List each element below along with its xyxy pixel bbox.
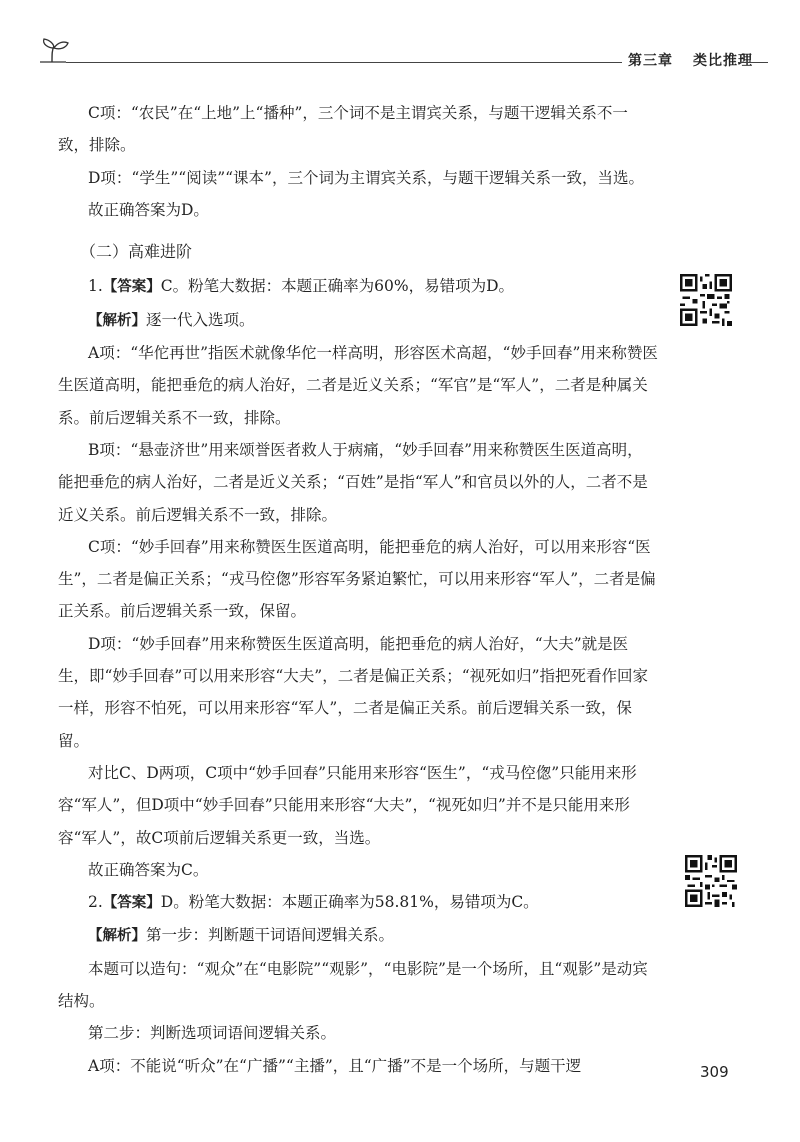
q1-number: 1.: [88, 277, 103, 296]
q2-analysis-tag: 【解析】: [88, 928, 146, 945]
paragraph-option-d: D项：“学生”“阅读”“课本”，三个词为主谓宾关系，与题干逻辑关系一致，当选。: [88, 168, 644, 187]
q1-analysis-line: [58, 304, 658, 337]
page-number: 309: [700, 1063, 729, 1081]
q2-number: 2.: [88, 893, 103, 912]
q2-paragraph-1: 本题可以造句：“观众”在“电影院”“观影”，“电影院”是一个场所，且“观影”是动宾结构。: [58, 959, 648, 1011]
paragraph-answer: 故正确答案为D。: [88, 200, 209, 219]
q1-analysis-tag: 【解析】: [88, 312, 146, 329]
q1-option-c: C项：“妙手回春”用来称赞医生医道高明，能把垂危的病人治好，可以用来形容“医生”，二者是偏正关系；“戎马倥偬”形容军务紧迫繁忙，可以用来形容“军人”，二者是偏正关系。前后逻辑关系一致，保留。: [58, 537, 656, 621]
q2-paragraph-2: 第二步：判断选项词语间逻辑关系。: [88, 1024, 337, 1043]
chapter-title: 类比推理: [693, 53, 753, 69]
qr-code-icon[interactable]: [685, 855, 737, 907]
q1-analysis-text: 逐一代入选项。: [146, 310, 255, 329]
q2-analysis-line: [58, 919, 658, 952]
q1-final-answer: 故正确答案为C。: [88, 860, 209, 879]
header-rule-left: [66, 62, 622, 63]
page-body: [58, 97, 658, 1082]
qr-code-icon[interactable]: [680, 274, 732, 326]
page-header: [38, 36, 768, 76]
q1-answer-line: [58, 270, 658, 303]
q1-answer-text: C。粉笔大数据：本题正确率为60%，易错项为D。: [160, 277, 515, 296]
header-rule-right: [738, 62, 768, 63]
q1-option-b: B项：“悬壶济世”用来颂誉医者救人于病痛，“妙手回春”用来称赞医生医道高明，能把垂危的病人治好，二者是近义关系；“百姓”是指“军人”和官员以外的人，二者不是近义关系。前后逻辑关系不一致，排除。: [58, 440, 648, 524]
q1-option-a: A项：“华佗再世”指医术就像华佗一样高明，形容医术高超，“妙手回春”用来称赞医生医道高明，能把垂危的病人治好，二者是近义关系；“军官”是“军人”，二者是种属关系。前后逻辑关系不一致，排除。: [58, 344, 658, 427]
q1-answer-tag: 【答案】: [102, 279, 161, 296]
q2-answer-text: D。粉笔大数据：本题正确率为58.81%，易错项为C。: [160, 893, 539, 912]
q1-option-d: D项：“妙手回春”用来称赞医生医道高明，能把垂危的病人治好，“大夫”就是医生，即“妙手回春”可以用来形容“大夫”，二者是偏正关系；“视死如归”指把死看作回家一样，形容不怕死，可以用来形容“军人”，二者是偏正关系。前后逻辑关系一致，保留。: [58, 634, 649, 750]
q2-paragraph-3: A项：不能说“听众”在“广播”“主播”，且“广播”不是一个场所，与题干逻: [88, 1056, 582, 1075]
q2-analysis-text: 第一步：判断题干词语间逻辑关系。: [146, 926, 395, 945]
q2-answer-tag: 【答案】: [102, 895, 161, 912]
q1-comparison: 对比C、D两项，C项中“妙手回春”只能用来形容“医生”，“戎马倥偬”只能用来形容“军人”，但D项中“妙手回春”只能用来形容“大夫”，“视死如归”并不是只能用来形容“军人”，故C项前后逻辑关系更一致，当选。: [58, 763, 637, 847]
q2-answer-line: [58, 886, 658, 919]
chapter-label: 第三章: [628, 53, 673, 69]
section-heading: （二）高难进阶: [80, 242, 193, 262]
paragraph-option-c: C项：“农民”在“上地”上“播种”，三个词不是主谓宾关系，与题干逻辑关系不一致，排除。: [58, 104, 628, 155]
